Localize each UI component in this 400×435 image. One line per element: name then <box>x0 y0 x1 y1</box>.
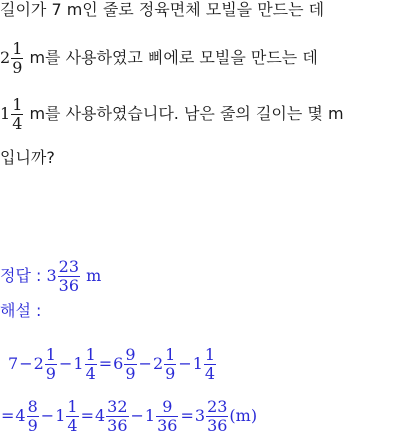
minus-sign: − <box>178 354 192 373</box>
term-fraction <box>45 346 57 383</box>
answer-line <box>0 258 101 295</box>
minus-sign: − <box>58 354 73 373</box>
fraction-denominator: 9 <box>165 364 176 383</box>
solution-label-line <box>0 301 41 321</box>
fraction-denominator: 9 <box>125 364 136 383</box>
answer-unit: m <box>81 266 102 285</box>
term-whole: 1 <box>192 354 203 373</box>
term-fraction <box>164 346 176 383</box>
solution-label: 해설 : <box>0 301 42 320</box>
solution-row-1 <box>8 346 217 383</box>
fraction-numerator: 1 <box>67 397 78 416</box>
answer-label: 정답 : <box>0 266 47 285</box>
minus-sign: − <box>130 406 144 425</box>
term-fraction <box>156 398 178 435</box>
term-whole: 4 <box>94 406 106 425</box>
fraction-numerator: 1 <box>85 345 96 364</box>
fraction-numerator: 23 <box>58 257 80 276</box>
problem-line-4 <box>0 148 55 168</box>
mixed-number-fraction <box>11 40 23 77</box>
fraction-denominator: 36 <box>58 276 80 295</box>
fraction-numerator: 9 <box>125 345 136 364</box>
term-fraction <box>66 398 78 435</box>
fraction-numerator: 1 <box>12 95 23 114</box>
term-whole: 2 <box>152 354 164 373</box>
mixed-number-fraction <box>11 96 23 133</box>
fraction-denominator: 4 <box>12 114 23 133</box>
term-whole: 1 <box>144 406 156 425</box>
solution-row-2 <box>0 398 257 435</box>
fraction-numerator: 8 <box>27 397 38 416</box>
term-fraction <box>106 398 128 435</box>
fraction-denominator: 36 <box>157 416 178 435</box>
fraction-numerator: 32 <box>107 397 128 416</box>
minus-sign: − <box>19 354 33 373</box>
mixed-number-whole: 2 <box>0 48 11 67</box>
problem-line-1 <box>0 0 324 20</box>
unit-label: (m) <box>229 406 258 425</box>
term-whole: 6 <box>113 354 124 373</box>
term-fraction <box>124 346 136 383</box>
answer-whole: 3 <box>46 266 57 285</box>
term-fraction <box>204 346 216 383</box>
term-whole: 4 <box>15 406 26 425</box>
problem-text-1: 길이가 7 m인 줄로 정육면체 모빌을 만드는 데 <box>0 0 325 19</box>
term-fraction <box>85 346 97 383</box>
fraction-denominator: 4 <box>204 364 216 383</box>
term-whole: 2 <box>33 354 44 373</box>
term-whole: 1 <box>73 354 84 373</box>
fraction-denominator: 9 <box>27 416 38 435</box>
fraction-denominator: 36 <box>107 416 128 435</box>
problem-line-3 <box>0 96 344 133</box>
equals-sign: = <box>98 354 113 373</box>
answer-fraction <box>58 258 80 295</box>
problem-text-3: m를 사용하였습니다. 남은 줄의 길이는 몇 m <box>24 104 344 123</box>
fraction-numerator: 1 <box>12 39 23 58</box>
fraction-denominator: 9 <box>45 364 56 383</box>
term-whole: 1 <box>55 406 66 425</box>
problem-text-4: 입니까? <box>0 148 55 167</box>
term-whole: 3 <box>194 406 206 425</box>
fraction-denominator: 4 <box>67 416 78 435</box>
problem-text-2: m를 사용하였고 삐에로 모빌을 만드는 데 <box>24 48 318 67</box>
minus-sign: − <box>40 406 55 425</box>
equals-sign: = <box>80 406 94 425</box>
equals-sign: = <box>1 406 15 425</box>
equals-sign: = <box>180 406 194 425</box>
term-fraction <box>27 398 39 435</box>
fraction-numerator: 1 <box>45 345 56 364</box>
fraction-denominator: 9 <box>12 58 23 77</box>
fraction-numerator: 23 <box>207 397 228 416</box>
fraction-denominator: 4 <box>85 364 96 383</box>
fraction-denominator: 36 <box>207 416 228 435</box>
fraction-numerator: 9 <box>156 398 178 417</box>
term: 7 <box>8 354 19 373</box>
fraction-numerator: 1 <box>204 345 216 364</box>
problem-line-2 <box>0 40 318 77</box>
minus-sign: − <box>138 354 152 373</box>
mixed-number-whole: 1 <box>0 104 11 123</box>
term-fraction <box>206 398 228 435</box>
fraction-numerator: 1 <box>165 345 176 364</box>
